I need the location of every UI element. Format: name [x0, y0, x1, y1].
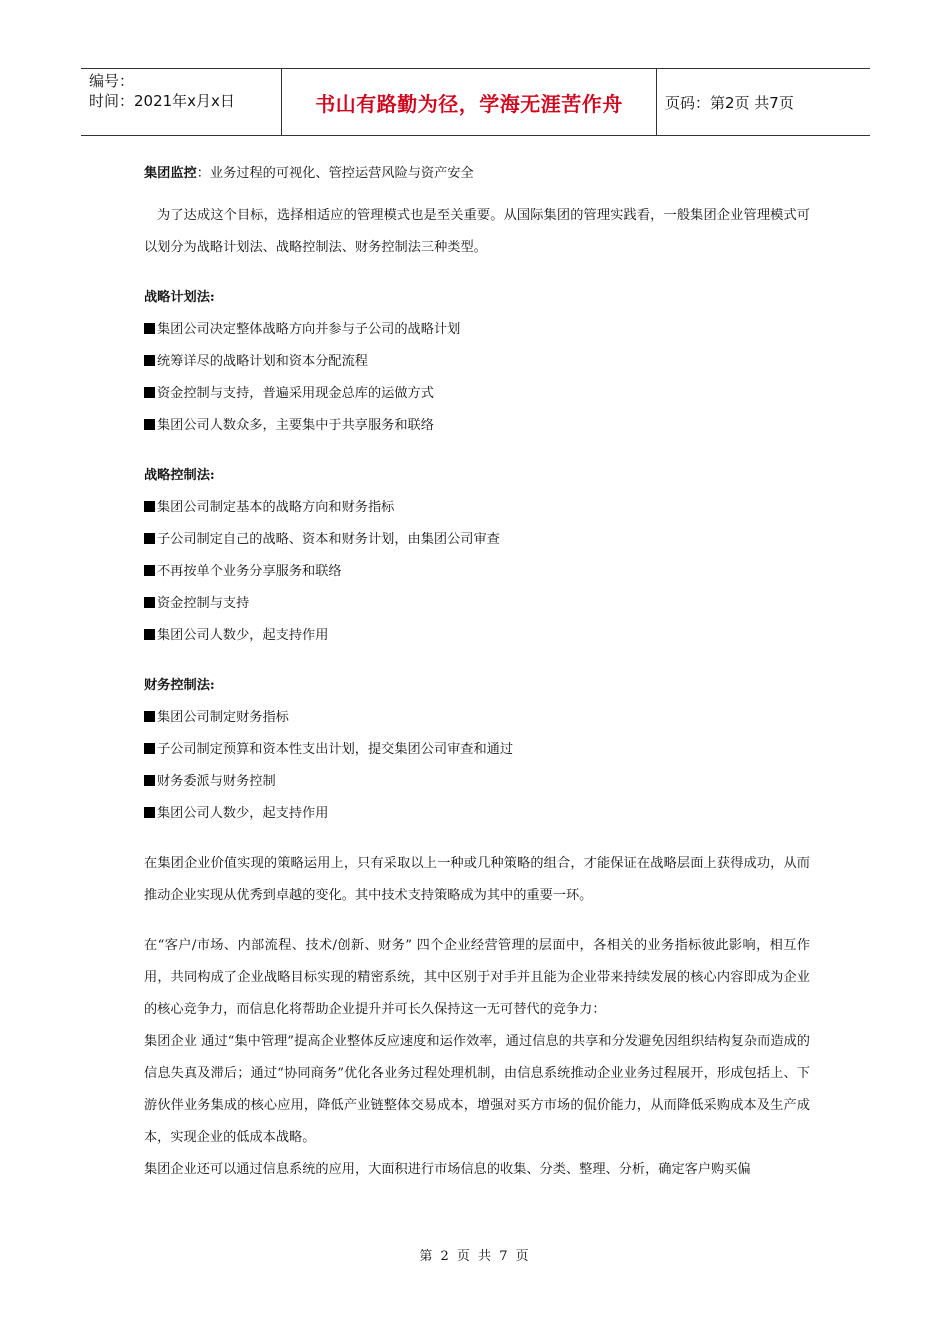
square-bullet-icon	[144, 419, 155, 430]
list-item: 子公司制定自己的战略、资本和财务计划，由集团公司审查	[144, 524, 810, 556]
list-item: 不再按单个业务分享服务和联络	[144, 556, 810, 588]
page-footer: 第 2 页 共 7 页	[419, 1249, 531, 1264]
paragraph-1: 为了达成这个目标，选择相适应的管理模式也是至关重要。从国际集团的管理实践看，一般集团企业管理模式可以划分为战略计划法、战略控制法、财务控制法三种类型。	[144, 208, 810, 255]
list-item: 子公司制定预算和资本性支出计划，提交集团公司审查和通过	[144, 734, 810, 766]
paragraph-3: 在“客户/市场、内部流程、技术/创新、财务” 四个企业经营管理的层面中，各相关的业务指标彼此影响，相互作用，共同构成了企业战略目标实现的精密系统，其中区别于对手并且能为企业带来持续发展的核心内容即成为企业的核心竞争力，而信息化将帮助企业提升并可长久保持这一无可替代的竞争力：	[144, 938, 810, 1017]
list-item: 集团公司决定整体战略方向并参与子公司的战略计划	[144, 314, 810, 346]
list-item: 资金控制与支持，普遍采用现金总库的运做方式	[144, 378, 810, 410]
list-item: 集团公司制定财务指标	[144, 702, 810, 734]
serial-number-label: 编号：	[89, 72, 135, 90]
square-bullet-icon	[144, 533, 155, 544]
paragraph-2: 在集团企业价值实现的策略运用上，只有采取以上一种或几种策略的组合，才能保证在战略层面上获得成功，从而推动企业实现从优秀到卓越的变化。其中技术支持策略成为其中的重要一环。	[144, 856, 810, 903]
list-item: 资金控制与支持	[144, 588, 810, 620]
list-item: 集团公司人数少，起支持作用	[144, 798, 810, 830]
square-bullet-icon	[144, 387, 155, 398]
square-bullet-icon	[144, 711, 155, 722]
page-header	[81, 68, 870, 136]
square-bullet-icon	[144, 775, 155, 786]
header-page-info: 页码：第2页 共7页	[665, 93, 794, 112]
section-title: 战略计划法:	[144, 290, 215, 305]
section-title: 战略控制法:	[144, 468, 215, 483]
list-item: 集团公司人数众多，主要集中于共享服务和联络	[144, 410, 810, 442]
square-bullet-icon	[144, 743, 155, 754]
list-item: 统筹详尽的战略计划和资本分配流程	[144, 346, 810, 378]
list-item: 集团公司制定基本的战略方向和财务指标	[144, 492, 810, 524]
square-bullet-icon	[144, 807, 155, 818]
list-item: 财务委派与财务控制	[144, 766, 810, 798]
document-body	[144, 158, 810, 1186]
paragraph-5: 集团企业还可以通过信息系统的应用，大面积进行市场信息的收集、分类、整理、分析，确定客户购买偏	[144, 1162, 751, 1177]
square-bullet-icon	[144, 501, 155, 512]
intro-text: ：业务过程的可视化、管控运营风险与资产安全	[196, 166, 474, 181]
section-title: 财务控制法:	[144, 678, 215, 693]
list-item: 集团公司人数少，起支持作用	[144, 620, 810, 652]
intro-line	[144, 158, 810, 190]
square-bullet-icon	[144, 565, 155, 576]
paragraph-4: 集团企业 通过“集中管理”提高企业整体反应速度和运作效率，通过信息的共享和分发避免因组织结构复杂而造成的信息失真及滞后；通过“协同商务”优化各业务过程处理机制，由信息系统推动企业业务过程展开，形成包括上、下游伙伴业务集成的核心应用，降低产业链整体交易成本，增强对买方市场的侃价能力，从而降低采购成本及生产成本，实现企业的低成本战略。	[144, 1034, 810, 1145]
square-bullet-icon	[144, 355, 155, 366]
header-motto: 书山有路勤为径，学海无涯苦作舟	[281, 69, 657, 135]
intro-label: 集团监控	[144, 166, 197, 181]
header-meta	[81, 69, 281, 135]
square-bullet-icon	[144, 323, 155, 334]
square-bullet-icon	[144, 597, 155, 608]
date-label: 时间：2021年x月x日	[89, 92, 235, 110]
square-bullet-icon	[144, 629, 155, 640]
